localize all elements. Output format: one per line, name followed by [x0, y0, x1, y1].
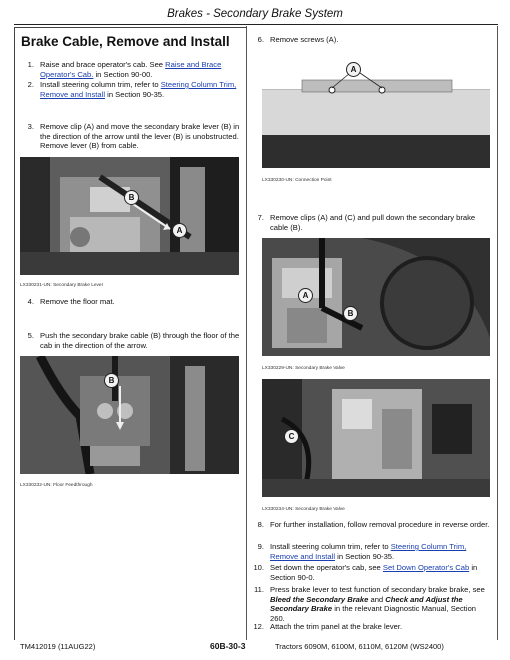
figure-connection-point	[262, 50, 490, 168]
step-number: 3.	[27, 122, 34, 131]
figure-caption: LX330232-UN: Floor Feedthrough	[20, 483, 93, 488]
callout-b: B	[104, 373, 119, 388]
column-divider	[246, 26, 247, 640]
callout-a: A	[298, 288, 313, 303]
header-rule	[14, 24, 498, 25]
step-number: 12.	[253, 622, 264, 631]
figure-caption: LX330234-UN: Secondary Brake Valve	[262, 507, 345, 512]
step-number: 5.	[27, 331, 34, 340]
link-set-down-cab[interactable]: Set Down Operator's Cab	[382, 563, 470, 572]
footer-page-number: 60B-30-3	[210, 641, 246, 651]
step-number: 8.	[257, 520, 264, 529]
callout-c: C	[284, 429, 299, 444]
brake-lever-photo	[20, 157, 239, 275]
section-title: Brake Cable, Remove and Install	[21, 34, 230, 49]
connection-point-drawing	[262, 50, 490, 168]
step-number: 1.	[27, 60, 34, 69]
link-steering-column-trim[interactable]: Steering Column Trim, Remove and Install	[40, 80, 237, 99]
floor-feedthrough-photo	[20, 356, 239, 474]
footer-models: Tractors 6090M, 6100M, 6110M, 6120M (WS2400)	[275, 642, 444, 651]
figure-caption: LX330231-UN: Secondary Brake Lever	[20, 283, 104, 288]
step-number: 11.	[254, 585, 264, 594]
step-number: 2.	[27, 80, 34, 89]
callout-b: B	[124, 190, 139, 205]
callout-b: B	[343, 306, 358, 321]
figure-floor-feedthrough	[20, 356, 239, 474]
figure-secondary-brake-valve-2	[262, 379, 490, 497]
step-number: 10.	[253, 563, 264, 572]
step-number: 9.	[257, 542, 264, 551]
right-edge-rule	[497, 26, 498, 640]
callout-a: A	[172, 223, 187, 238]
step-number: 6.	[257, 35, 264, 44]
page-header: Brakes - Secondary Brake System	[167, 8, 343, 20]
figure-secondary-brake-lever	[20, 157, 239, 275]
link-steering-column-trim[interactable]: Steering Column Trim, Remove and Install	[270, 542, 467, 561]
figure-secondary-brake-valve-1	[262, 238, 490, 356]
figure-caption: LX330230-UN: Connection Point	[262, 178, 332, 183]
step-number: 4.	[27, 297, 34, 306]
figure-caption: LX330229-UN: Secondary Brake Valve	[262, 366, 345, 371]
callout-a: A	[346, 62, 361, 77]
brake-valve-photo-1	[262, 238, 490, 356]
link-raise-and-brace-cab[interactable]: Raise and Brace Operator's Cab.	[40, 60, 222, 79]
footer-manual-id: TM412019 (11AUG22)	[20, 642, 96, 651]
step-number: 7.	[257, 213, 264, 222]
